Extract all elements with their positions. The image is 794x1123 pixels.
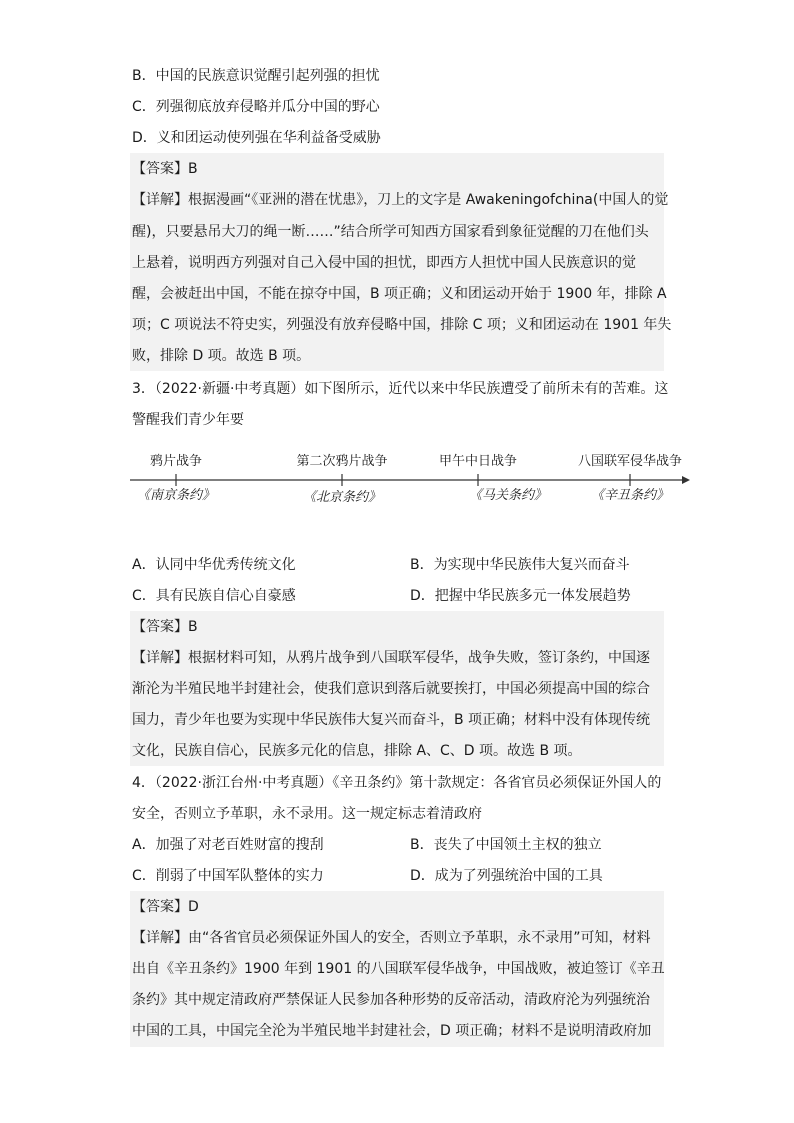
- timeline-treaty-shimonoseki: 《马关条约》: [468, 488, 548, 503]
- q2-option-b: B．中国的民族意识觉醒引起列强的担忧: [132, 68, 380, 84]
- q2-explain-line: 【详解】根据漫画“《亚洲的潜在忧患》，刀上的文字是 Awakeningofchina(中国人的觉: [132, 192, 669, 208]
- q4-option-b: B．丧失了中国领土主权的独立: [410, 837, 602, 853]
- q2-option-c: C．列强彻底放弃侵略并瓜分中国的野心: [132, 99, 380, 115]
- q4-answer: 【答案】D: [132, 899, 199, 915]
- q3-option-d: D．把握中华民族多元一体发展趋势: [410, 588, 631, 604]
- q3-option-b: B．为实现中华民族伟大复兴而奋斗: [410, 557, 630, 573]
- timeline-treaty-beijing: 《北京条约》: [302, 490, 382, 505]
- q3-option-c: C．具有民族自信心自豪感: [132, 588, 296, 604]
- q4-explain-line: 条约》其中规定清政府严禁保证人民参加各种形势的反帝活动，清政府沦为列强统治: [132, 992, 650, 1008]
- timeline-event-opium-war: 鸦片战争: [149, 454, 203, 469]
- q3-explain-line: 渐沦为半殖民地半封建社会，使我们意识到落后就要挨打，中国必须提高中国的综合: [132, 681, 650, 697]
- q2-explain-line: 醒)，只要悬吊大刀的绳一断……”结合所学可知西方国家看到象征觉醒的刀在他们头: [132, 224, 649, 240]
- timeline-treaty-boxer: 《辛丑条约》: [590, 488, 670, 503]
- timeline-event-sino-japanese-war: 甲午中日战争: [438, 454, 518, 469]
- timeline-event-eight-nation-alliance: 八国联军侵华战争: [577, 454, 683, 469]
- q2-answer: 【答案】B: [132, 161, 198, 177]
- q2-explain-line: 醒，会被赶出中国，不能在掠夺中国，B 项正确；义和团运动开始于 1900 年，排除 A: [132, 286, 667, 302]
- q2-explain-line: 败，排除 D 项。故选 B 项。: [132, 348, 311, 364]
- q2-explain-line: 项；C 项说法不符史实，列强没有放弃侵略中国，排除 C 项；义和团运动在 1901 年失: [132, 317, 672, 333]
- timeline-figure: [130, 448, 690, 514]
- q4-explain-line: 【详解】由“各省官员必须保证外国人的安全，否则立予革职，永不录用”可知，材料: [132, 930, 651, 946]
- timeline-event-second-opium-war: 第二次鸦片战争: [296, 454, 388, 469]
- q4-stem: 安全，否则立予革职，永不录用。这一规定标志着清政府: [132, 806, 482, 822]
- q3-option-a: A．认同中华优秀传统文化: [132, 557, 296, 573]
- q3-explain-line: 【详解】根据材料可知，从鸦片战争到八国联军侵华，战争失败，签订条约，中国逐: [132, 650, 650, 666]
- q3-stem: 3．（2022·新疆·中考真题）如下图所示，近代以来中华民族遭受了前所未有的苦难。这: [132, 381, 669, 397]
- q3-answer: 【答案】B: [132, 619, 198, 635]
- q2-option-d: D．义和团运动使列强在华利益备受威胁: [132, 130, 381, 146]
- q3-explain-line: 国力，青少年也要为实现中华民族伟大复兴而奋斗，B 项正确；材料中没有体现传统: [132, 712, 651, 728]
- timeline-treaty-nanjing: 《南京条约》: [136, 488, 216, 503]
- q3-stem: 警醒我们青少年要: [132, 412, 244, 428]
- q4-option-c: C．削弱了中国军队整体的实力: [132, 868, 324, 884]
- q2-explain-line: 上悬着，说明西方列强对自己入侵中国的担忧，即西方人担忧中国人民族意识的觉: [132, 255, 636, 271]
- q4-explain-line: 出自《辛丑条约》1900 年到 1901 的八国联军侵华战争，中国战败，被迫签订《辛丑: [132, 961, 665, 977]
- q4-stem: 4．（2022·浙江台州·中考真题）《辛丑条约》第十款规定：各省官员必须保证外国人的: [132, 775, 662, 791]
- q4-option-d: D．成为了列强统治中国的工具: [410, 868, 603, 884]
- q4-explain-line: 中国的工具，中国完全沦为半殖民地半封建社会，D 项正确；材料不是说明清政府加: [132, 1023, 652, 1039]
- q4-option-a: A．加强了对老百姓财富的搜刮: [132, 837, 324, 853]
- q3-explain-line: 文化，民族自信心，民族多元化的信息，排除 A、C、D 项。故选 B 项。: [132, 743, 582, 759]
